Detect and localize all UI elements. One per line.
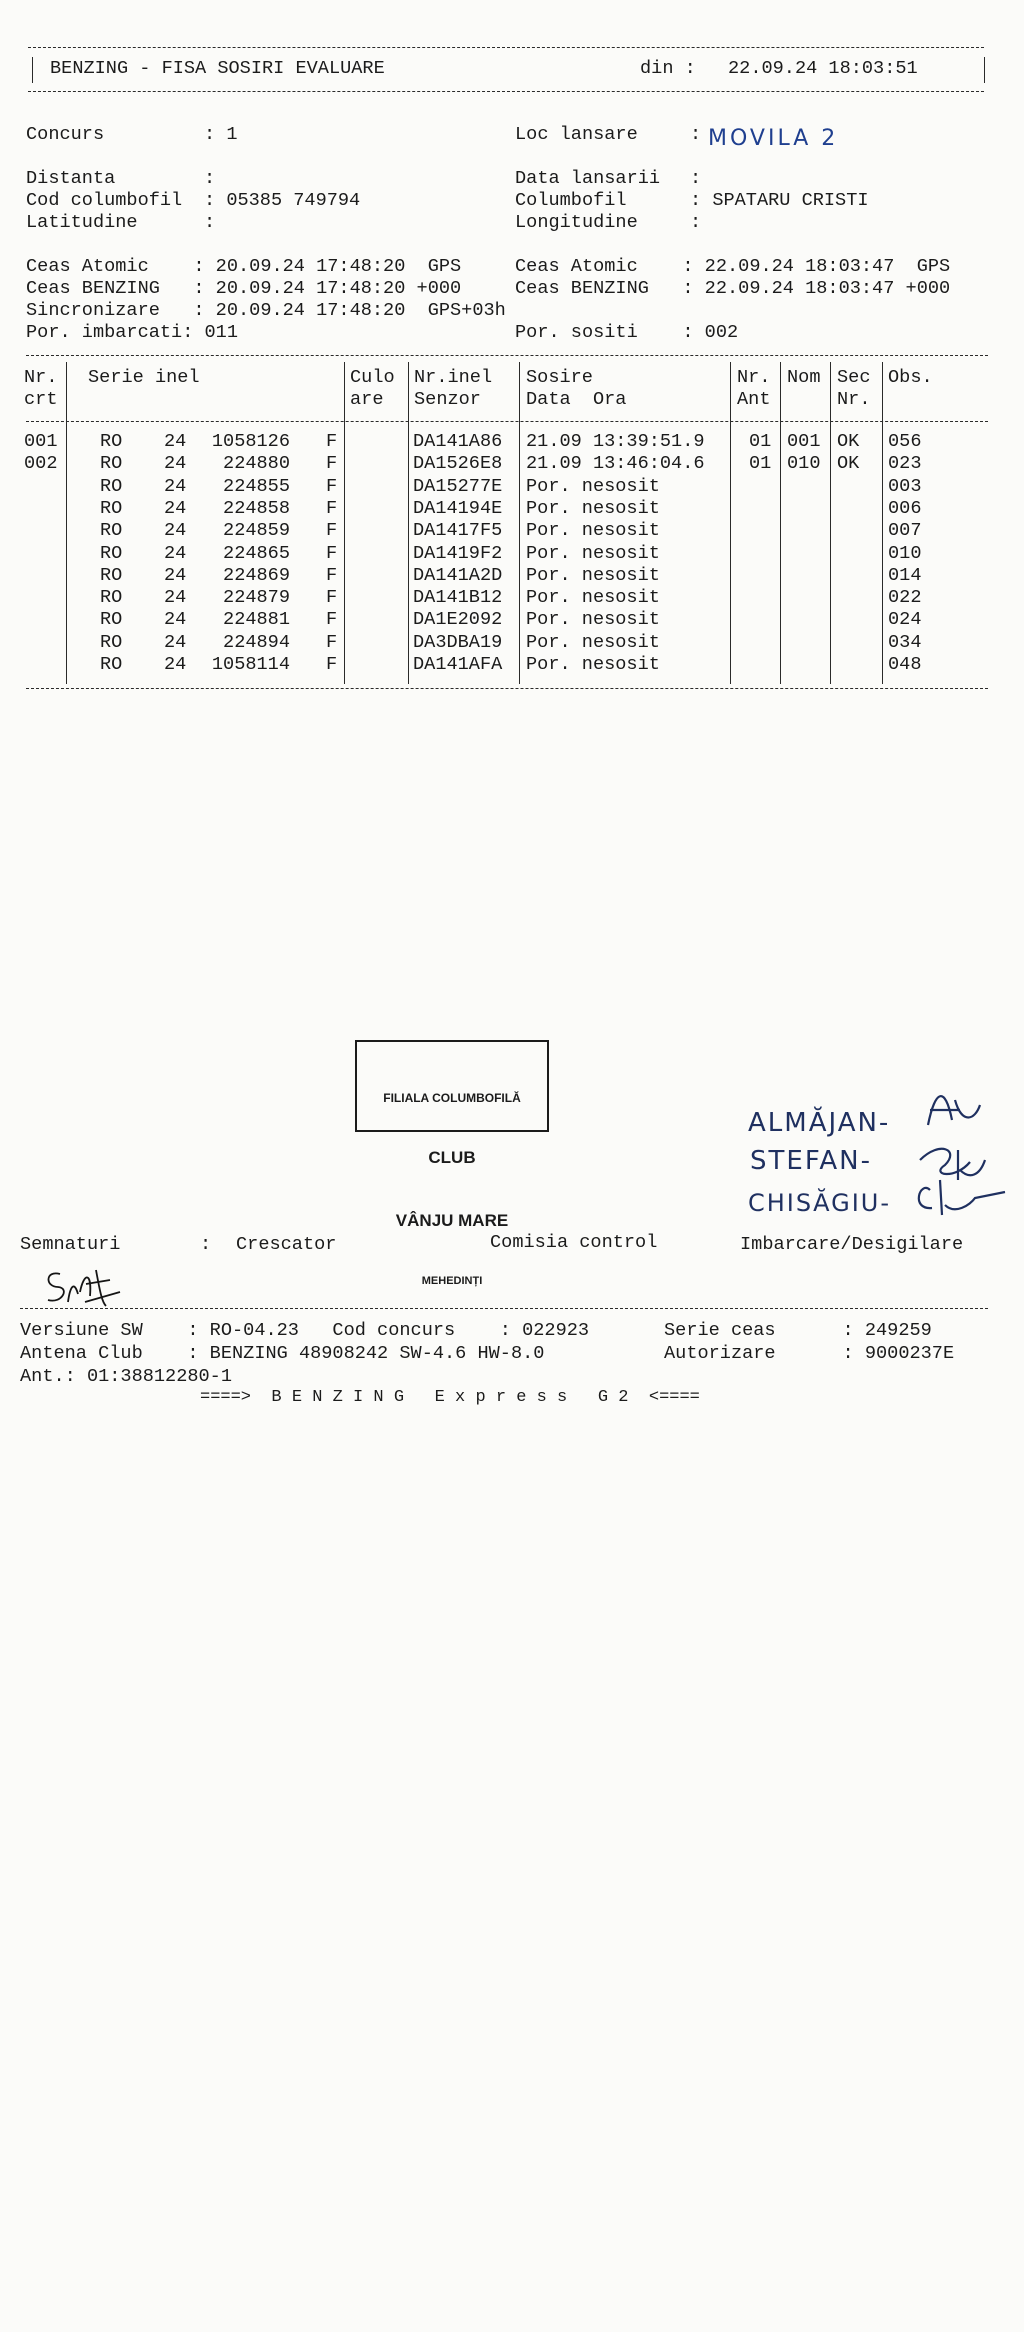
cell-sensor: DA141AFA — [413, 654, 503, 675]
cell-obs: 056 — [888, 431, 922, 452]
col-divider-nom — [830, 362, 831, 684]
longitudine-label: Longitudine — [515, 212, 672, 233]
cell-ring: 224881 — [223, 609, 290, 631]
cell-year: 24 — [164, 631, 187, 653]
cell-obs: 007 — [888, 520, 922, 542]
cell-country: RO — [100, 431, 123, 452]
cell-arrival: 21.09 13:39:51.9 — [526, 431, 705, 452]
cell-sensor: DA1419F2 — [413, 542, 503, 564]
cell-country: RO — [100, 587, 123, 609]
cell-ring: 224865 — [223, 542, 290, 564]
header-culo: Culo — [350, 367, 395, 388]
concurs-value: : 1 — [204, 124, 238, 145]
columbofil-label: Columbofil — [515, 190, 672, 211]
cell-obs: 034 — [888, 631, 922, 653]
loc-lansare-label: Loc lansare — [515, 124, 672, 145]
ceas-atomic-start: Ceas Atomic : 20.09.24 17:48:20 GPS — [26, 256, 462, 277]
stamp-line-2: CLUB — [428, 1148, 476, 1168]
distanta-value: : — [204, 168, 216, 189]
cell-year: 24 — [164, 609, 187, 631]
col-divider-culoare — [408, 362, 409, 684]
cell-ring: 224894 — [223, 631, 290, 653]
header-sosire: Sosire — [526, 367, 593, 388]
cell-country: RO — [100, 631, 123, 653]
benzing-express-banner: ====> B E N Z I N G E x p r e s s G 2 <==== — [200, 1388, 700, 1407]
cell-country: RO — [100, 520, 123, 542]
cell-ring: 224858 — [223, 497, 290, 519]
cod-columbofil-value: : 05385 749794 — [204, 190, 361, 211]
cell-ring: 224855 — [223, 475, 290, 497]
cell-ring: 224879 — [223, 587, 290, 609]
latitudine-label: Latitudine — [26, 212, 183, 233]
cell-ring: 224869 — [223, 564, 290, 586]
ceas-benzing-end: Ceas BENZING : 22.09.24 18:03:47 +000 — [515, 278, 951, 299]
header-top-border — [28, 47, 984, 48]
concurs-label: Concurs — [26, 124, 183, 145]
commission-signatures-drawing — [900, 1080, 1010, 1230]
cell-obs: 014 — [888, 564, 922, 586]
columbofil-value: : SPATARU CRISTI — [690, 190, 869, 211]
cell-arrival: Por. nesosit — [526, 520, 660, 542]
cell-year: 24 — [164, 520, 187, 542]
header-nom: Nom — [787, 367, 821, 388]
col-divider-sosire — [730, 362, 731, 684]
col-divider-sec — [882, 362, 883, 684]
cell-obs: 024 — [888, 609, 922, 631]
crescator-signature — [40, 1262, 130, 1312]
longitudine-value: : — [690, 212, 702, 233]
cell-sex: F — [326, 453, 338, 475]
header-left-border — [32, 57, 33, 83]
table-top-border — [26, 355, 988, 356]
cell-ant: 01 — [749, 453, 772, 475]
cell-obs: 006 — [888, 497, 922, 519]
cell-nom: 010 — [787, 453, 821, 475]
stamp-line-1: FILIALA COLUMBOFILĂ — [383, 1091, 521, 1105]
din-label: din : — [640, 58, 696, 79]
header-senzor: Senzor — [414, 389, 481, 410]
data-lansarii-label: Data lansarii — [515, 168, 672, 189]
cell-sensor: DA1417F5 — [413, 520, 503, 542]
latitudine-value: : — [204, 212, 216, 233]
cell-sensor: DA141A86 — [413, 431, 503, 452]
cell-ring: 1058114 — [211, 654, 290, 675]
cell-arrival: 21.09 13:46:04.6 — [526, 453, 705, 475]
cell-sensor: DA1E2092 — [413, 609, 503, 631]
din-value: 22.09.24 18:03:51 — [728, 58, 918, 79]
cell-sex: F — [326, 609, 338, 631]
cell-obs: 010 — [888, 542, 922, 564]
table-bottom-border — [26, 688, 988, 689]
cell-arrival: Por. nesosit — [526, 631, 660, 653]
cell-year: 24 — [164, 587, 187, 609]
cell-crt: 002 — [24, 453, 58, 475]
cell-year: 24 — [164, 654, 187, 675]
imbarcare-desigilare-label: Imbarcare/Desigilare — [740, 1234, 964, 1255]
loc-lansare-colon: : — [690, 124, 702, 145]
cell-country: RO — [100, 475, 123, 497]
ceas-benzing-start: Ceas BENZING : 20.09.24 17:48:20 +000 — [26, 278, 462, 299]
footer-line-1-left: Versiune SW : RO-04.23 Cod concurs : 022923 — [20, 1320, 590, 1341]
cell-arrival: Por. nesosit — [526, 587, 660, 609]
cell-ring: 224859 — [223, 520, 290, 542]
col-divider-crt — [66, 362, 67, 684]
semnaturi-label: Semnaturi — [20, 1234, 121, 1255]
footer-line-2-left: Antena Club : BENZING 48908242 SW-4.6 HW-8.0 — [20, 1343, 545, 1364]
cell-year: 24 — [164, 542, 187, 564]
cod-columbofil-label: Cod columbofil — [26, 190, 183, 211]
header-nr-ant: Nr. — [737, 367, 771, 388]
header-sec-nr: Nr. — [837, 389, 871, 410]
cell-sensor: DA14194E — [413, 497, 503, 519]
header-ant: Ant — [737, 389, 771, 410]
loc-lansare-handwritten: MOVILA 2 — [708, 126, 839, 151]
col-divider-serie — [344, 362, 345, 684]
cell-sex: F — [326, 564, 338, 586]
cell-country: RO — [100, 453, 123, 475]
cell-year: 24 — [164, 453, 187, 475]
cell-sensor: DA15277E — [413, 475, 503, 497]
cell-country: RO — [100, 497, 123, 519]
footer-line-2-right: Autorizare : 9000237E — [664, 1343, 955, 1364]
cell-sex: F — [326, 587, 338, 609]
cell-sex: F — [326, 654, 338, 675]
stamp-line-3: VÂNJU MARE — [395, 1210, 509, 1230]
sincronizare: Sincronizare : 20.09.24 17:48:20 GPS+03h — [26, 300, 506, 321]
footer-line-3: Ant.: 01:38812280-1 — [20, 1366, 233, 1387]
cell-arrival: Por. nesosit — [526, 475, 660, 497]
crescator-label: Crescator — [236, 1234, 337, 1255]
cell-country: RO — [100, 609, 123, 631]
cell-sex: F — [326, 475, 338, 497]
cell-sex: F — [326, 542, 338, 564]
cell-sex: F — [326, 520, 338, 542]
header-are: are — [350, 389, 384, 410]
cell-year: 24 — [164, 564, 187, 586]
cell-obs: 003 — [888, 475, 922, 497]
cell-year: 24 — [164, 497, 187, 519]
cell-sec: OK — [837, 431, 860, 452]
data-lansarii-value: : — [690, 168, 702, 189]
semnaturi-colon: : — [200, 1234, 212, 1255]
cell-arrival: Por. nesosit — [526, 654, 660, 675]
stamp-line-4: MEHEDINȚI — [421, 1274, 483, 1287]
ceas-atomic-end: Ceas Atomic : 22.09.24 18:03:47 GPS — [515, 256, 951, 277]
cell-year: 24 — [164, 475, 187, 497]
cell-sex: F — [326, 431, 338, 452]
header-sec: Sec — [837, 367, 871, 388]
cell-sex: F — [326, 631, 338, 653]
header-data-ora: Data Ora — [526, 389, 627, 410]
handwritten-name-1: ALMĂJAN- — [748, 1108, 891, 1138]
cell-ring: 224880 — [223, 453, 290, 475]
cell-year: 24 — [164, 431, 187, 452]
header-serie-inel: Serie inel — [88, 367, 200, 388]
col-divider-ant — [780, 362, 781, 684]
cell-country: RO — [100, 542, 123, 564]
col-divider-senzor — [519, 362, 520, 684]
header-nr-inel: Nr.inel — [414, 367, 493, 388]
cell-crt: 001 — [24, 431, 58, 452]
header-right-border — [984, 57, 985, 83]
cell-sensor: DA1526E8 — [413, 453, 503, 475]
cell-sensor: DA141A2D — [413, 564, 503, 586]
cell-sex: F — [326, 497, 338, 519]
cell-country: RO — [100, 564, 123, 586]
cell-nom: 001 — [787, 431, 821, 452]
cell-arrival: Por. nesosit — [526, 564, 660, 586]
header-crt: crt — [24, 389, 58, 410]
footer-line-1-right: Serie ceas : 249259 — [664, 1320, 932, 1341]
distanta-label: Distanta — [26, 168, 183, 189]
cell-sec: OK — [837, 453, 860, 475]
por-sositi: Por. sositi : 002 — [515, 322, 739, 343]
cell-obs: 048 — [888, 654, 922, 675]
por-imbarcati: Por. imbarcati: 011 — [26, 322, 239, 343]
cell-sensor: DA141B12 — [413, 587, 503, 609]
cell-sensor: DA3DBA19 — [413, 631, 503, 653]
cell-arrival: Por. nesosit — [526, 497, 660, 519]
header-nr: Nr. — [24, 367, 58, 388]
handwritten-name-2: STEFAN- — [750, 1146, 872, 1176]
cell-arrival: Por. nesosit — [526, 542, 660, 564]
table-header-separator — [26, 421, 988, 422]
footer-top-border — [20, 1308, 988, 1309]
cell-obs: 022 — [888, 587, 922, 609]
cell-ring: 1058126 — [211, 431, 290, 452]
handwritten-name-3: CHISĂGIU- — [748, 1189, 892, 1217]
header-bottom-border — [28, 91, 984, 92]
sheet-title: BENZING - FISA SOSIRI EVALUARE — [50, 58, 385, 79]
cell-obs: 023 — [888, 453, 922, 475]
cell-arrival: Por. nesosit — [526, 609, 660, 631]
cell-ant: 01 — [749, 431, 772, 452]
comisia-control-label: Comisia control — [490, 1232, 658, 1253]
cell-country: RO — [100, 654, 123, 675]
club-stamp — [355, 1040, 549, 1287]
header-obs: Obs. — [888, 367, 933, 388]
